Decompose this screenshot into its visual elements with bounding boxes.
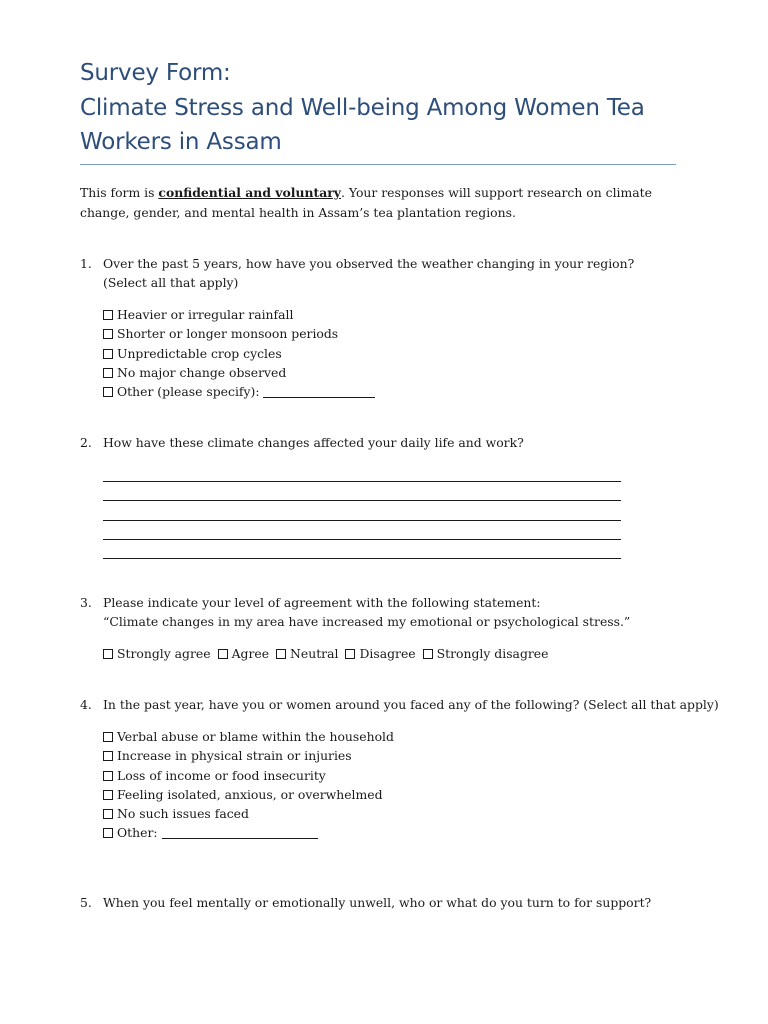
intro-suffix: . Your responses will support research on climate change, gender, and mental health in Assam’s tea plantation regions. (80, 185, 652, 220)
option-income-loss[interactable] (103, 766, 394, 785)
intro-emphasis: confidential and voluntary (158, 185, 341, 200)
question-text: Over the past 5 years, how have you observed the weather changing in your region? (Select all that apply) (103, 256, 635, 291)
question-text: Please indicate your level of agreement with the following statement: (103, 595, 541, 610)
option-label: Loss of income or food insecurity (117, 767, 326, 783)
other-specify-field[interactable] (162, 826, 318, 839)
checkbox[interactable] (103, 649, 113, 659)
checkbox[interactable] (218, 649, 228, 659)
checkbox[interactable] (103, 310, 113, 320)
option-no-issues[interactable] (103, 804, 394, 823)
option-other[interactable] (103, 382, 375, 401)
option-label: Increase in physical strain or injuries (117, 748, 352, 764)
option-label: Other: (117, 825, 158, 841)
checkbox[interactable] (276, 649, 286, 659)
question-number: 4. (80, 697, 92, 712)
title-line-2: Climate Stress and Well-being Among Women Tea (80, 94, 645, 121)
intro-prefix: This form is (80, 185, 159, 200)
answer-line[interactable] (103, 540, 621, 559)
title-line-1: Survey Form: (80, 60, 231, 86)
option-label: Feeling isolated, anxious, or overwhelmed (117, 786, 383, 802)
answer-line[interactable] (103, 463, 621, 482)
option-crop-cycles[interactable] (103, 344, 375, 363)
checkbox[interactable] (103, 828, 113, 838)
option-label: Heavier or irregular rainfall (117, 307, 294, 322)
question-4 (80, 695, 719, 714)
checkbox[interactable] (103, 751, 113, 761)
title-line-3: Workers in Assam (80, 129, 282, 155)
option-strongly-agree[interactable] (103, 644, 211, 663)
question-2 (80, 433, 680, 452)
checkbox[interactable] (103, 732, 113, 742)
option-no-change[interactable] (103, 363, 375, 382)
checkbox[interactable] (345, 649, 355, 659)
checkbox[interactable] (103, 368, 113, 378)
checkbox[interactable] (103, 349, 113, 359)
question-number: 2. (80, 435, 92, 450)
option-label: Neutral (290, 646, 339, 661)
question-number: 1. (80, 256, 92, 271)
question-5 (80, 893, 680, 912)
checkbox[interactable] (103, 329, 113, 339)
checkbox[interactable] (103, 790, 113, 800)
option-monsoon-periods[interactable] (103, 324, 375, 343)
option-label: Agree (231, 646, 270, 661)
option-other[interactable] (103, 823, 394, 842)
question-text: In the past year, have you or women around you faced any of the following? (Select all that apply) (103, 697, 719, 712)
option-label: Strongly agree (117, 646, 211, 661)
option-label: No major change observed (117, 364, 287, 380)
answer-line[interactable] (103, 482, 621, 501)
question-3 (80, 593, 680, 632)
checkbox[interactable] (103, 771, 113, 781)
other-specify-field[interactable] (263, 385, 375, 398)
option-heavier-rainfall[interactable] (103, 305, 375, 324)
option-isolated[interactable] (103, 785, 394, 804)
option-disagree[interactable] (345, 644, 415, 663)
intro-paragraph (80, 183, 680, 222)
option-verbal-abuse[interactable] (103, 727, 394, 746)
question-1-options (103, 305, 375, 401)
checkbox[interactable] (423, 649, 433, 659)
option-label: Disagree (359, 646, 416, 661)
option-label: Verbal abuse or blame within the household (117, 729, 394, 744)
option-label: Unpredictable crop cycles (117, 345, 282, 361)
option-agree[interactable] (218, 644, 269, 663)
option-strongly-disagree[interactable] (423, 644, 549, 663)
checkbox[interactable] (103, 387, 113, 397)
answer-line[interactable] (103, 501, 621, 520)
question-3-options (103, 644, 555, 663)
page-title (80, 56, 676, 160)
question-4-options (103, 727, 394, 843)
question-number: 5. (80, 895, 92, 910)
question-2-answer-area[interactable] (103, 463, 621, 559)
option-neutral[interactable] (276, 644, 338, 663)
title-divider (80, 164, 676, 165)
option-label: No such issues faced (117, 806, 249, 822)
question-text: How have these climate changes affected your daily life and work? (103, 435, 524, 450)
question-1 (80, 254, 680, 293)
question-text: When you feel mentally or emotionally unwell, who or what do you turn to for support? (103, 895, 652, 910)
question-number: 3. (80, 595, 92, 610)
checkbox[interactable] (103, 809, 113, 819)
option-physical-strain[interactable] (103, 746, 394, 765)
question-quote: “Climate changes in my area have increased my emotional or psychological stress.” (103, 614, 631, 630)
option-label: Strongly disagree (436, 646, 549, 661)
option-label: Shorter or longer monsoon periods (117, 326, 339, 342)
option-label: Other (please specify): (117, 384, 260, 400)
answer-line[interactable] (103, 521, 621, 540)
